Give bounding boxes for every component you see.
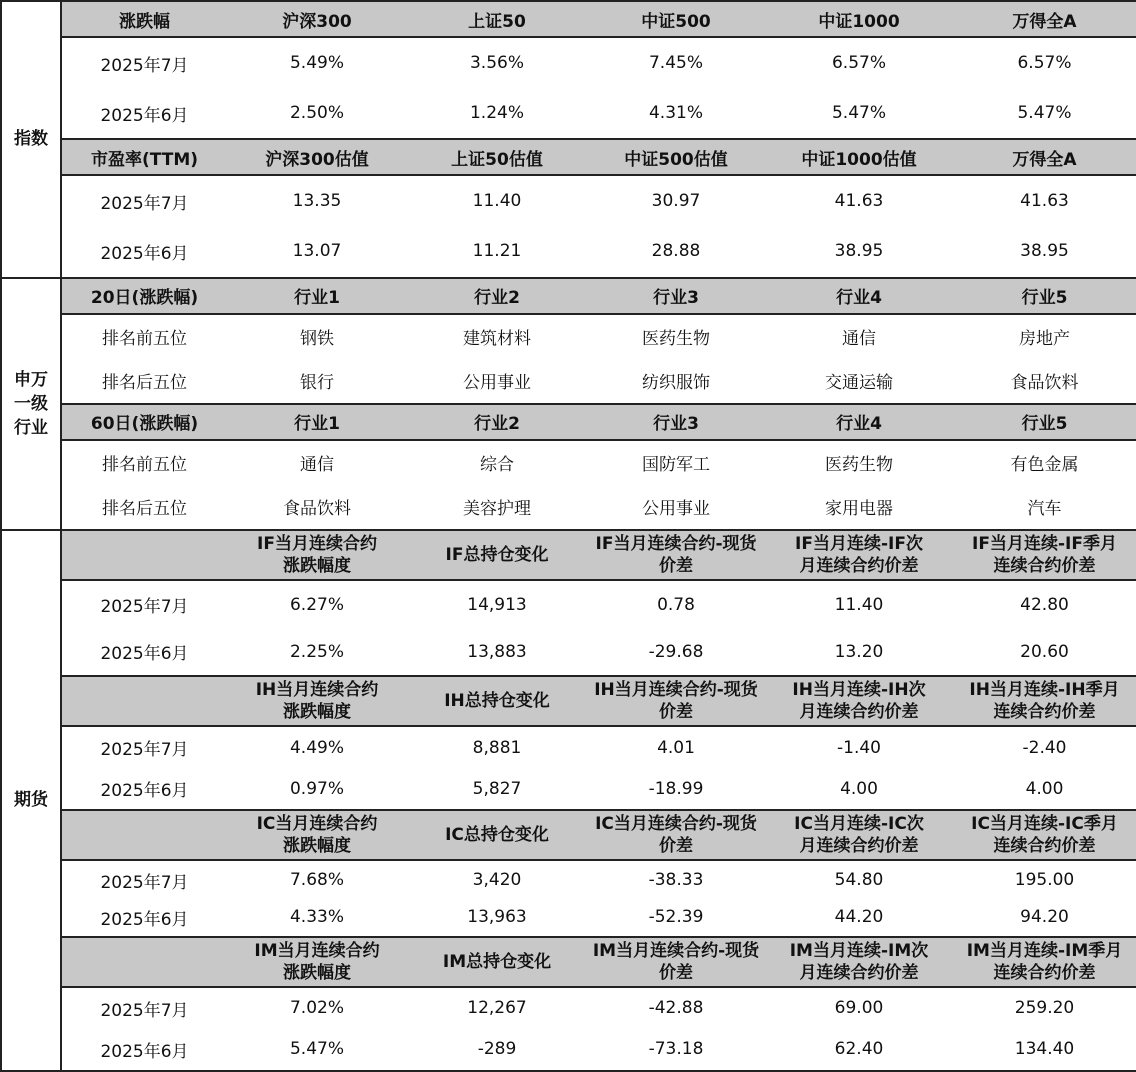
cell-col-4: 家用电器 <box>765 485 953 530</box>
table-row <box>1 226 1136 277</box>
cell-row-label: 2025年6月 <box>61 1029 227 1071</box>
cell-col-5: 20.60 <box>953 628 1136 676</box>
header-line: 连续合约价差 <box>993 555 1096 576</box>
cell-col-4: 交通运输 <box>765 359 953 404</box>
cell-col-2: 12,267 <box>467 998 527 1019</box>
header-line: IC当月连续-IC季月 <box>971 814 1118 835</box>
cell-row-label: 2025年6月 <box>61 88 227 139</box>
cell-col-2: 美容护理 <box>407 485 587 530</box>
header-row <box>1 530 1136 580</box>
cell-col-4: 4.00 <box>765 768 953 810</box>
section-label-industry <box>1 278 61 530</box>
cell-col-2: 13,883 <box>407 628 587 676</box>
header-cell <box>765 530 953 580</box>
header-line: IH当月连续-IH次 <box>792 680 926 701</box>
header-cell <box>765 810 953 860</box>
cell-col-1: 钢铁 <box>300 329 334 350</box>
header-cell <box>953 676 1136 726</box>
cell-col-4: -1.40 <box>837 737 881 758</box>
cell-col-1: 4.49% <box>289 737 344 758</box>
header-line: IH当月连续-IH季月 <box>969 680 1120 701</box>
header-cell: 行业2 <box>407 404 587 440</box>
cell-col-3: -29.68 <box>587 628 765 676</box>
header-cell: 中证1000 <box>765 1 953 37</box>
table-row <box>1 899 1136 937</box>
cell-row-label: 2025年6月 <box>61 628 227 676</box>
header-line: IC当月连续-IC次 <box>794 814 924 835</box>
header-line: IM当月连续-IM次 <box>789 940 929 961</box>
cell-col-4: 11.40 <box>834 594 884 615</box>
header-row <box>1 278 1136 314</box>
table-row <box>1 987 1136 1029</box>
cell-col-3: 4.31% <box>587 88 765 139</box>
header-cell: 中证500 <box>587 1 765 37</box>
cell-col-3: 30.97 <box>651 191 701 212</box>
table-row <box>1 628 1136 676</box>
header-cell: 沪深300 <box>227 1 407 37</box>
header-cell <box>61 530 227 580</box>
header-cell: IC总持仓变化 <box>407 810 587 860</box>
table-row <box>1 485 1136 530</box>
cell-col-3: -73.18 <box>587 1029 765 1071</box>
cell-row-label: 排名前五位 <box>61 314 227 359</box>
header-cell: 行业5 <box>953 404 1136 440</box>
table-row <box>1 314 1136 359</box>
cell-row-label: 排名后五位 <box>61 485 227 530</box>
header-row <box>1 676 1136 726</box>
cell-col-2: 综合 <box>480 455 514 476</box>
cell-col-5: 42.80 <box>953 580 1136 628</box>
cell-col-3: -52.39 <box>587 899 765 937</box>
header-cell: 行业3 <box>587 404 765 440</box>
header-cell: 行业1 <box>227 404 407 440</box>
header-cell <box>587 530 765 580</box>
cell-col-5: 134.40 <box>953 1029 1136 1071</box>
header-cell: 中证1000估值 <box>765 139 953 175</box>
header-line: 月连续合约价差 <box>799 962 919 983</box>
header-cell <box>227 937 407 987</box>
cell-col-4: 69.00 <box>834 998 884 1019</box>
table-row <box>1 768 1136 810</box>
header-cell: 行业4 <box>765 278 953 314</box>
cell-col-5: 食品饮料 <box>953 359 1136 404</box>
header-cell: 涨跌幅 <box>61 1 227 37</box>
header-cell: 上证50估值 <box>407 139 587 175</box>
cell-col-4: 54.80 <box>834 870 884 891</box>
cell-col-5: 259.20 <box>953 987 1136 1029</box>
cell-row-label: 2025年6月 <box>61 899 227 937</box>
cell-col-4: 通信 <box>842 329 876 350</box>
cell-col-2: 建筑材料 <box>463 329 531 350</box>
header-line: 月连续合约价差 <box>799 836 919 857</box>
cell-row-label: 2025年7月 <box>61 860 227 898</box>
header-cell: 行业2 <box>407 278 587 314</box>
cell-col-2: 11.21 <box>407 226 587 277</box>
header-cell: 市盈率(TTM) <box>61 139 227 175</box>
cell-col-4: 41.63 <box>834 191 884 212</box>
header-cell <box>61 937 227 987</box>
cell-col-4: 44.20 <box>765 899 953 937</box>
header-line: IF当月连续-IF次 <box>795 533 923 554</box>
cell-col-3: 0.78 <box>657 594 695 615</box>
table-row <box>1 359 1136 404</box>
cell-col-3: 7.45% <box>648 53 703 74</box>
cell-row-label: 2025年7月 <box>61 726 227 768</box>
header-line: 连续合约价差 <box>993 836 1096 857</box>
header-cell <box>953 810 1136 860</box>
header-cell <box>953 530 1136 580</box>
header-line: 涨跌幅度 <box>283 962 351 983</box>
cell-row-label: 2025年6月 <box>61 226 227 277</box>
cell-col-4: 6.57% <box>831 53 886 74</box>
cell-col-2: 5,827 <box>407 768 587 810</box>
header-line: 价差 <box>659 702 693 723</box>
cell-col-2: 14,913 <box>467 594 527 615</box>
header-cell: IH总持仓变化 <box>407 676 587 726</box>
cell-col-1: 2.50% <box>227 88 407 139</box>
section-label-line: 一级 <box>14 393 48 414</box>
cell-col-2: 8,881 <box>472 737 522 758</box>
header-line: IM当月连续-IM季月 <box>966 940 1123 961</box>
cell-col-5: 38.95 <box>953 226 1136 277</box>
header-row <box>1 404 1136 440</box>
cell-col-2: 3.56% <box>469 53 524 74</box>
cell-col-1: 5.47% <box>227 1029 407 1071</box>
header-line: IC当月连续合约-现货 <box>595 814 757 835</box>
cell-col-1: 7.68% <box>289 870 344 891</box>
header-cell <box>227 676 407 726</box>
cell-col-3: 28.88 <box>587 226 765 277</box>
cell-col-1: 4.33% <box>227 899 407 937</box>
table-row <box>1 726 1136 768</box>
header-cell: 行业3 <box>587 278 765 314</box>
table-row <box>1 37 1136 88</box>
header-cell <box>953 937 1136 987</box>
header-line: IC当月连续合约 <box>256 814 378 835</box>
header-line: IM当月连续合约 <box>254 940 380 961</box>
header-cell: 60日(涨跌幅) <box>61 404 227 440</box>
header-cell: 行业5 <box>953 278 1136 314</box>
header-line: 涨跌幅度 <box>283 702 351 723</box>
header-line: 价差 <box>659 555 693 576</box>
cell-col-1: 13.07 <box>227 226 407 277</box>
cell-col-1: 5.49% <box>289 53 344 74</box>
cell-col-5: 有色金属 <box>953 440 1136 485</box>
header-cell: IF总持仓变化 <box>407 530 587 580</box>
header-line: IH当月连续合约 <box>255 680 379 701</box>
cell-col-3: 国防军工 <box>642 455 710 476</box>
cell-col-1: 银行 <box>227 359 407 404</box>
cell-col-5: 房地产 <box>953 314 1136 359</box>
cell-col-2: 1.24% <box>407 88 587 139</box>
cell-row-label: 排名前五位 <box>61 440 227 485</box>
cell-col-4: 38.95 <box>765 226 953 277</box>
section-label-line: 行业 <box>14 417 48 438</box>
cell-row-label: 2025年6月 <box>61 768 227 810</box>
header-cell <box>61 810 227 860</box>
header-line: IH当月连续合约-现货 <box>594 680 758 701</box>
cell-col-5: 5.47% <box>953 88 1136 139</box>
cell-row-label: 2025年7月 <box>61 175 227 226</box>
table-row <box>1 88 1136 139</box>
header-line: 涨跌幅度 <box>283 836 351 857</box>
cell-col-2: 3,420 <box>472 870 522 891</box>
header-line: 月连续合约价差 <box>799 702 919 723</box>
header-line: IM当月连续合约-现货 <box>592 940 760 961</box>
table-row <box>1 440 1136 485</box>
cell-col-1: 13.35 <box>292 191 342 212</box>
section-label-futures: 期货 <box>1 530 61 1071</box>
cell-row-label: 2025年7月 <box>61 580 227 628</box>
header-line: 月连续合约价差 <box>799 555 919 576</box>
header-cell: 行业1 <box>227 278 407 314</box>
cell-col-5: 41.63 <box>953 175 1136 226</box>
header-cell: 20日(涨跌幅) <box>61 278 227 314</box>
table-row <box>1 580 1136 628</box>
header-line: 价差 <box>659 836 693 857</box>
header-line: 价差 <box>659 962 693 983</box>
cell-row-label: 2025年7月 <box>61 987 227 1029</box>
header-cell <box>227 810 407 860</box>
cell-col-5: -2.40 <box>953 726 1136 768</box>
header-cell: IM总持仓变化 <box>407 937 587 987</box>
header-cell: 沪深300估值 <box>227 139 407 175</box>
table-row <box>1 175 1136 226</box>
cell-col-1: 2.25% <box>227 628 407 676</box>
cell-col-1: 0.97% <box>227 768 407 810</box>
header-line: IF当月连续合约-现货 <box>595 533 757 554</box>
cell-col-3: 医药生物 <box>642 329 710 350</box>
cell-row-label: 排名后五位 <box>61 359 227 404</box>
header-cell: 上证50 <box>407 1 587 37</box>
cell-col-2: 13,963 <box>407 899 587 937</box>
cell-col-5: 195.00 <box>953 860 1136 898</box>
header-line: 涨跌幅度 <box>283 555 351 576</box>
cell-col-1: 通信 <box>300 455 334 476</box>
header-row <box>1 139 1136 175</box>
cell-col-5: 4.00 <box>953 768 1136 810</box>
header-row <box>1 810 1136 860</box>
cell-col-4: 医药生物 <box>825 455 893 476</box>
header-cell <box>587 676 765 726</box>
cell-col-4: 5.47% <box>765 88 953 139</box>
cell-col-2: 公用事业 <box>407 359 587 404</box>
header-cell <box>765 676 953 726</box>
cell-col-3: -18.99 <box>587 768 765 810</box>
header-row <box>1 937 1136 987</box>
cell-col-3: -38.33 <box>648 870 704 891</box>
section-label-index: 指数 <box>1 1 61 278</box>
cell-col-1: 食品饮料 <box>227 485 407 530</box>
header-cell <box>227 530 407 580</box>
cell-col-1: 6.27% <box>289 594 344 615</box>
cell-col-5: 汽车 <box>953 485 1136 530</box>
header-cell <box>765 937 953 987</box>
cell-col-3: 纺织服饰 <box>587 359 765 404</box>
table-row <box>1 1029 1136 1071</box>
cell-col-4: 13.20 <box>765 628 953 676</box>
header-cell <box>587 810 765 860</box>
header-line: 连续合约价差 <box>993 702 1096 723</box>
header-line: 连续合约价差 <box>993 962 1096 983</box>
header-cell <box>61 676 227 726</box>
cell-col-5: 6.57% <box>953 37 1136 88</box>
cell-col-4: 62.40 <box>765 1029 953 1071</box>
cell-col-1: 7.02% <box>289 998 344 1019</box>
table-row <box>1 860 1136 898</box>
section-label-line: 申万 <box>14 369 48 390</box>
header-cell: 行业4 <box>765 404 953 440</box>
header-cell: 万得全A <box>953 1 1136 37</box>
cell-col-3: 4.01 <box>657 737 695 758</box>
cell-col-3: 公用事业 <box>587 485 765 530</box>
header-row <box>1 1 1136 37</box>
header-cell <box>587 937 765 987</box>
cell-col-2: 11.40 <box>472 191 522 212</box>
cell-row-label: 2025年7月 <box>61 37 227 88</box>
cell-col-5: 94.20 <box>953 899 1136 937</box>
cell-col-2: -289 <box>407 1029 587 1071</box>
header-line: IF当月连续合约 <box>257 533 377 554</box>
header-cell: 万得全A <box>953 139 1136 175</box>
header-cell: 中证500估值 <box>587 139 765 175</box>
header-line: IF当月连续-IF季月 <box>972 533 1117 554</box>
cell-col-3: -42.88 <box>648 998 704 1019</box>
